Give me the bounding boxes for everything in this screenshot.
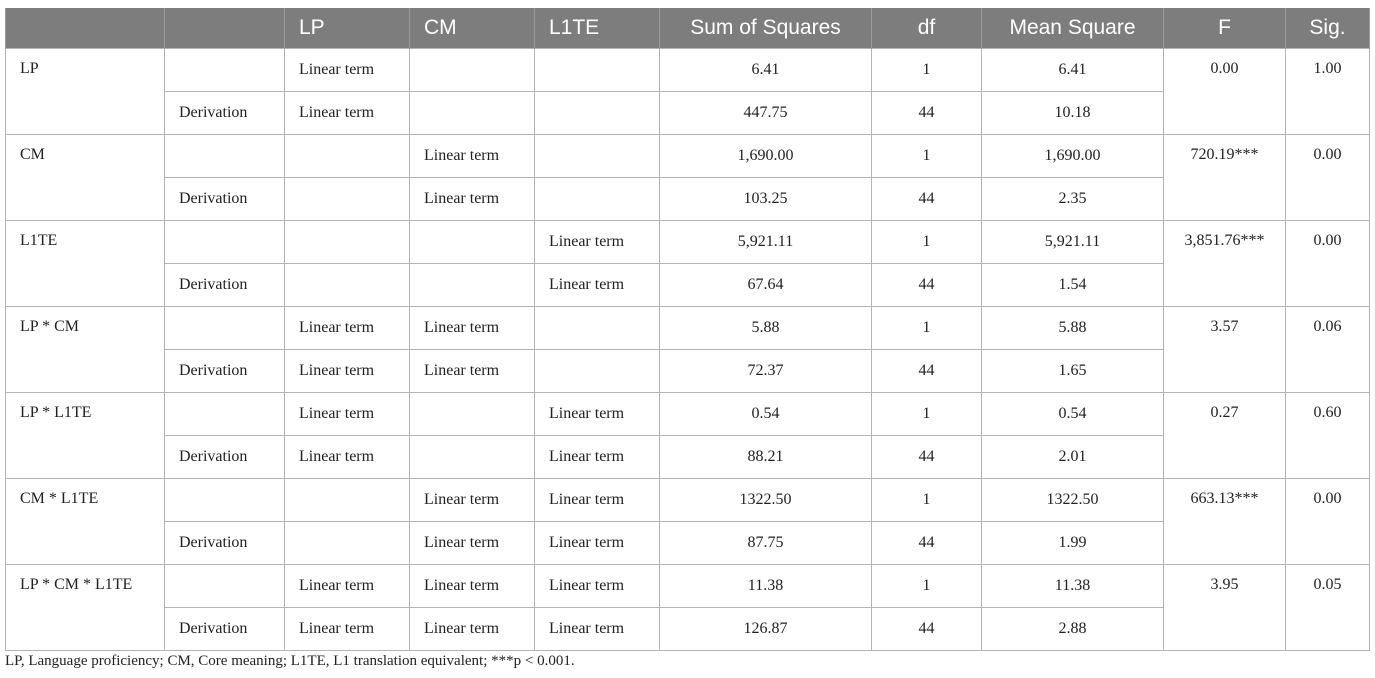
lp-cell: Linear term <box>285 393 410 436</box>
l1te-cell <box>535 350 660 393</box>
sum-of-squares-cell: 0.54 <box>660 393 872 436</box>
l1te-cell: Linear term <box>535 221 660 264</box>
header-l1te: L1TE <box>535 8 660 49</box>
table-row <box>6 135 1370 178</box>
lp-cell: Linear term <box>285 608 410 651</box>
lp-cell: Linear term <box>285 49 410 92</box>
cm-cell: Linear term <box>410 135 535 178</box>
lp-cell <box>285 479 410 522</box>
header-derivation <box>165 8 285 49</box>
derivation-cell <box>165 307 285 350</box>
lp-cell <box>285 221 410 264</box>
l1te-cell <box>535 178 660 221</box>
derivation-cell: Derivation <box>165 436 285 479</box>
sig-cell: 1.00 <box>1286 49 1370 135</box>
df-cell: 44 <box>872 350 982 393</box>
f-cell: 3,851.76*** <box>1164 221 1286 307</box>
sum-of-squares-cell: 5.88 <box>660 307 872 350</box>
table-row <box>6 565 1370 608</box>
l1te-cell: Linear term <box>535 393 660 436</box>
f-cell: 663.13*** <box>1164 479 1286 565</box>
mean-square-cell: 1,690.00 <box>982 135 1164 178</box>
l1te-cell <box>535 49 660 92</box>
df-cell: 44 <box>872 92 982 135</box>
header-sig: Sig. <box>1286 8 1370 49</box>
l1te-cell: Linear term <box>535 565 660 608</box>
cm-cell: Linear term <box>410 608 535 651</box>
derivation-cell <box>165 479 285 522</box>
table-row <box>6 393 1370 436</box>
header-sum-of-squares: Sum of Squares <box>660 8 872 49</box>
l1te-cell: Linear term <box>535 264 660 307</box>
sum-of-squares-cell: 87.75 <box>660 522 872 565</box>
f-cell: 0.27 <box>1164 393 1286 479</box>
mean-square-cell: 6.41 <box>982 49 1164 92</box>
cm-cell: Linear term <box>410 178 535 221</box>
sig-cell: 0.00 <box>1286 479 1370 565</box>
header-source <box>6 8 165 49</box>
sum-of-squares-cell: 11.38 <box>660 565 872 608</box>
df-cell: 1 <box>872 221 982 264</box>
derivation-cell: Derivation <box>165 264 285 307</box>
sum-of-squares-cell: 1322.50 <box>660 479 872 522</box>
derivation-cell: Derivation <box>165 522 285 565</box>
lp-cell: Linear term <box>285 92 410 135</box>
mean-square-cell: 2.35 <box>982 178 1164 221</box>
table-row <box>6 221 1370 264</box>
sum-of-squares-cell: 447.75 <box>660 92 872 135</box>
derivation-cell <box>165 221 285 264</box>
table-row <box>6 49 1370 92</box>
df-cell: 44 <box>872 436 982 479</box>
df-cell: 1 <box>872 49 982 92</box>
cm-cell <box>410 49 535 92</box>
cm-cell: Linear term <box>410 565 535 608</box>
cm-cell: Linear term <box>410 350 535 393</box>
l1te-cell: Linear term <box>535 608 660 651</box>
sig-cell: 0.60 <box>1286 393 1370 479</box>
header-f: F <box>1164 8 1286 49</box>
f-cell: 3.57 <box>1164 307 1286 393</box>
lp-cell <box>285 178 410 221</box>
derivation-cell <box>165 393 285 436</box>
header-cm: CM <box>410 8 535 49</box>
derivation-cell: Derivation <box>165 608 285 651</box>
anova-table <box>5 8 1370 651</box>
lp-cell: Linear term <box>285 436 410 479</box>
mean-square-cell: 2.01 <box>982 436 1164 479</box>
source-cell: CM * L1TE <box>6 479 165 565</box>
source-cell: LP * CM <box>6 307 165 393</box>
df-cell: 44 <box>872 608 982 651</box>
derivation-cell <box>165 135 285 178</box>
lp-cell: Linear term <box>285 565 410 608</box>
cm-cell: Linear term <box>410 479 535 522</box>
mean-square-cell: 2.88 <box>982 608 1164 651</box>
lp-cell: Linear term <box>285 350 410 393</box>
mean-square-cell: 0.54 <box>982 393 1164 436</box>
table-row <box>6 307 1370 350</box>
mean-square-cell: 5.88 <box>982 307 1164 350</box>
sum-of-squares-cell: 103.25 <box>660 178 872 221</box>
derivation-cell: Derivation <box>165 92 285 135</box>
table-footnote: LP, Language proficiency; CM, Core meaning; L1TE, L1 translation equivalent; ***p < 0.001. <box>5 653 575 669</box>
df-cell: 44 <box>872 264 982 307</box>
mean-square-cell: 10.18 <box>982 92 1164 135</box>
cm-cell <box>410 264 535 307</box>
df-cell: 1 <box>872 479 982 522</box>
mean-square-cell: 5,921.11 <box>982 221 1164 264</box>
sum-of-squares-cell: 6.41 <box>660 49 872 92</box>
f-cell: 3.95 <box>1164 565 1286 651</box>
header-mean-square: Mean Square <box>982 8 1164 49</box>
mean-square-cell: 1322.50 <box>982 479 1164 522</box>
source-cell: LP <box>6 49 165 135</box>
l1te-cell <box>535 135 660 178</box>
derivation-cell <box>165 49 285 92</box>
cm-cell: Linear term <box>410 522 535 565</box>
source-cell: CM <box>6 135 165 221</box>
f-cell: 720.19*** <box>1164 135 1286 221</box>
lp-cell: Linear term <box>285 307 410 350</box>
derivation-cell <box>165 565 285 608</box>
mean-square-cell: 1.54 <box>982 264 1164 307</box>
cm-cell <box>410 92 535 135</box>
mean-square-cell: 1.99 <box>982 522 1164 565</box>
cm-cell: Linear term <box>410 307 535 350</box>
l1te-cell: Linear term <box>535 479 660 522</box>
sum-of-squares-cell: 1,690.00 <box>660 135 872 178</box>
df-cell: 44 <box>872 522 982 565</box>
header-lp: LP <box>285 8 410 49</box>
source-cell: LP * L1TE <box>6 393 165 479</box>
table-row <box>6 479 1370 522</box>
l1te-cell <box>535 307 660 350</box>
sum-of-squares-cell: 126.87 <box>660 608 872 651</box>
sig-cell: 0.05 <box>1286 565 1370 651</box>
l1te-cell: Linear term <box>535 522 660 565</box>
sig-cell: 0.06 <box>1286 307 1370 393</box>
f-cell: 0.00 <box>1164 49 1286 135</box>
lp-cell <box>285 135 410 178</box>
mean-square-cell: 1.65 <box>982 350 1164 393</box>
mean-square-cell: 11.38 <box>982 565 1164 608</box>
source-cell: L1TE <box>6 221 165 307</box>
header-df: df <box>872 8 982 49</box>
cm-cell <box>410 221 535 264</box>
cm-cell <box>410 393 535 436</box>
df-cell: 1 <box>872 565 982 608</box>
df-cell: 1 <box>872 135 982 178</box>
df-cell: 1 <box>872 307 982 350</box>
sum-of-squares-cell: 88.21 <box>660 436 872 479</box>
sig-cell: 0.00 <box>1286 221 1370 307</box>
l1te-cell <box>535 92 660 135</box>
derivation-cell: Derivation <box>165 350 285 393</box>
header-row <box>6 8 1370 49</box>
lp-cell <box>285 264 410 307</box>
cm-cell <box>410 436 535 479</box>
l1te-cell: Linear term <box>535 436 660 479</box>
df-cell: 44 <box>872 178 982 221</box>
sum-of-squares-cell: 67.64 <box>660 264 872 307</box>
df-cell: 1 <box>872 393 982 436</box>
source-cell: LP * CM * L1TE <box>6 565 165 651</box>
sig-cell: 0.00 <box>1286 135 1370 221</box>
sum-of-squares-cell: 72.37 <box>660 350 872 393</box>
sum-of-squares-cell: 5,921.11 <box>660 221 872 264</box>
derivation-cell: Derivation <box>165 178 285 221</box>
lp-cell <box>285 522 410 565</box>
